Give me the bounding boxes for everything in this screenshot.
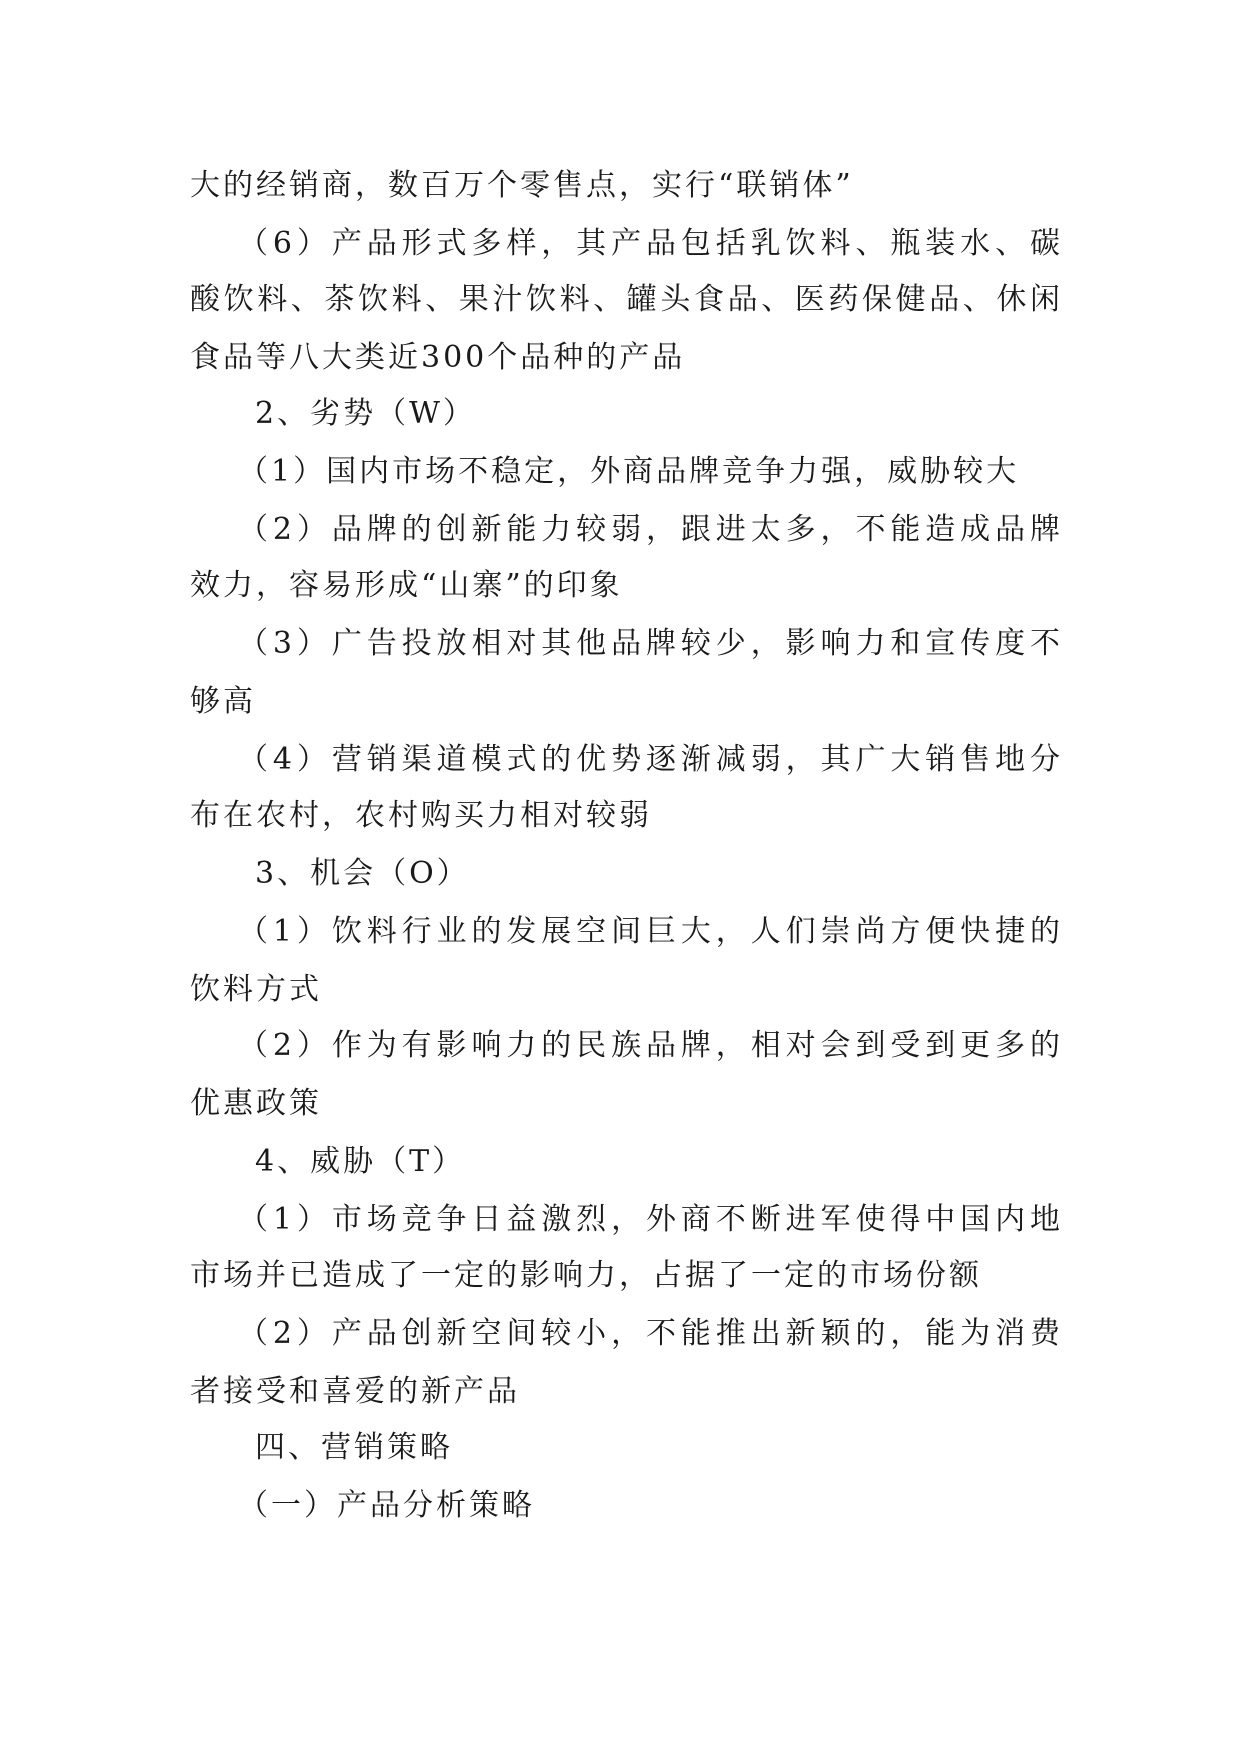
text-line: 饮料方式 [190,972,322,1007]
text-line: （2）产品创新空间较小，不能推出新颖的，能为消费 [238,1316,1060,1351]
text-line: （1）国内市场不稳定，外商品牌竞争力强，威胁较大 [238,454,1020,489]
text-line: （1）饮料行业的发展空间巨大，人们崇尚方便快捷的 [238,914,1060,949]
text-line: （2）品牌的创新能力较弱，跟进太多，不能造成品牌 [238,512,1060,547]
text-line: （6）产品形式多样，其产品包括乳饮料、瓶装水、碳 [238,226,1060,261]
text-line: 大的经销商，数百万个零售点，实行“联销体” [190,168,854,203]
section-heading: 4、威胁（T） [255,1144,466,1179]
text-line: （3）广告投放相对其他品牌较少，影响力和宣传度不 [238,626,1060,661]
text-line: 者接受和喜爱的新产品 [190,1374,520,1409]
text-line: 酸饮料、茶饮料、果汁饮料、罐头食品、医药保健品、休闲 [190,282,1060,317]
section-heading: 3、机会（O） [255,856,470,891]
subsection-heading: （一）产品分析策略 [238,1488,535,1523]
text-line: 效力，容易形成“山寨”的印象 [190,568,623,603]
section-heading: 2、劣势（W） [255,396,476,431]
text-line: 够高 [190,684,256,719]
text-line: （1）市场竞争日益激烈，外商不断进军使得中国内地 [238,1202,1060,1237]
text-line: 市场并已造成了一定的影响力，占据了一定的市场份额 [190,1258,982,1293]
text-line: （2）作为有影响力的民族品牌，相对会到受到更多的 [238,1028,1060,1063]
section-heading: 四、营销策略 [255,1430,453,1465]
text-line: （4）营销渠道模式的优势逐渐减弱，其广大销售地分 [238,742,1060,777]
text-line: 优惠政策 [190,1086,322,1121]
text-line: 布在农村，农村购买力相对较弱 [190,798,652,833]
text-line: 食品等八大类近300个品种的产品 [190,340,686,375]
